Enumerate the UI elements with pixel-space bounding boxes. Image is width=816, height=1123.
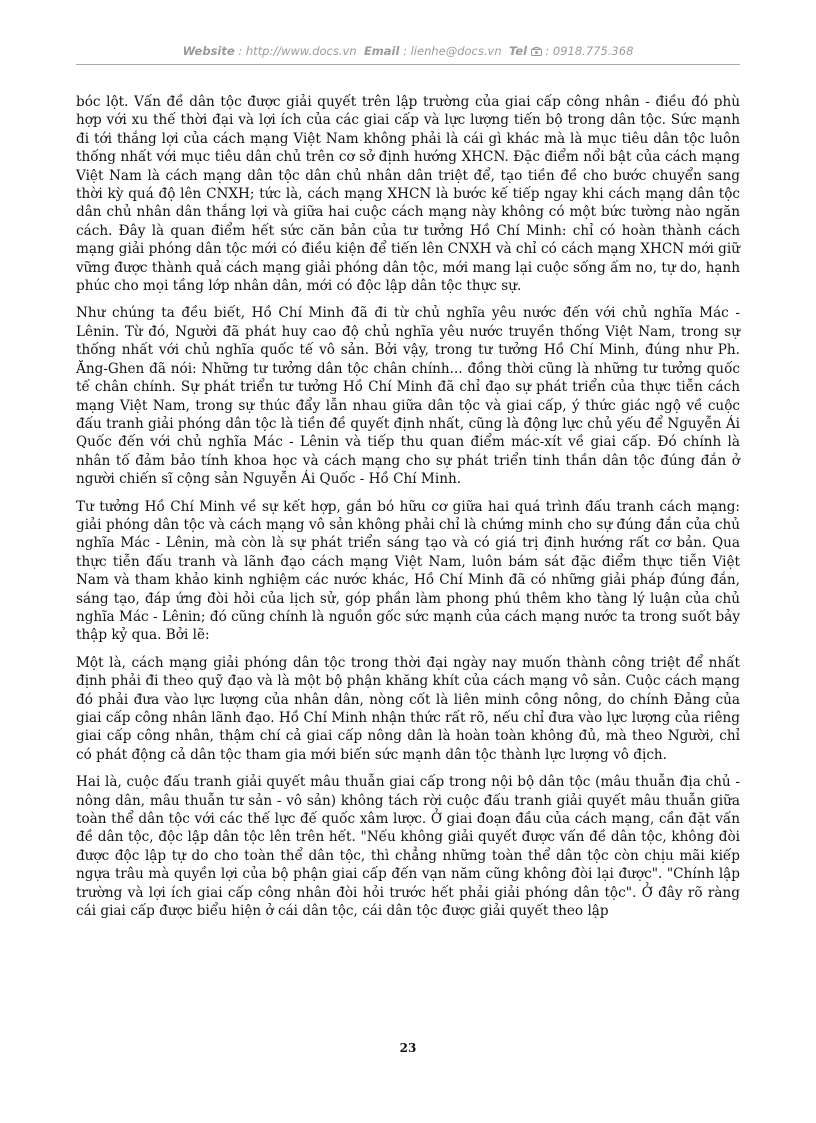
paragraph: Một là, cách mạng giải phóng dân tộc trong thời đại ngày nay muốn thành công triệt để nhất định phải đi theo quỹ đạo và là một bộ phận khăng khít của cách mạng vô sản. Cuộc cách mạng đó phải đưa vào lực lượng của nhân dân, nòng cốt là liên minh công nông, do chính Đảng của giai cấp công nhân lãnh đạo. Hồ Chí Minh nhận thức rất rõ, nếu chỉ đưa vào lực lượng của riêng giai cấp công nhân, thậm chí cả giai cấp nông dân là hoàn toàn không đủ, mà theo Người, chỉ có phát động cả dân tộc tham gia mới biến sức mạnh dân tộc thành lực lượng vô địch. <box>76 654 740 763</box>
paragraph: bóc lột. Vấn đề dân tộc được giải quyết trên lập trường của giai cấp công nhân - điều đó phù hợp với xu thế thời đại và lợi ích của các giai cấp và lực lượng tiến bộ trong dân tộc. Sức mạnh đi tới thắng lợi của cách mạng Việt Nam không phải là cái gì khác mà là mục tiêu dân tộc luôn thống nhất với mục tiêu dân chủ trên cơ sở định hướng XHCN. Đặc điểm nổi bật của cách mạng Việt Nam là cách mạng dân tộc dân chủ nhân dân triệt để, tạo tiền đề cho bước chuyển sang thời kỳ quá độ lên CNXH; tức là, cách mạng XHCN là bước kế tiếp ngay khi cách mạng dân tộc dân chủ nhân dân thắng lợi và giữa hai cuộc cách mạng này không có một bức tường nào ngăn cách. Đây là quan điểm hết sức căn bản của tư tưởng Hồ Chí Minh: chỉ có hoàn thành cách mạng giải phóng dân tộc mới có điều kiện để tiến lên CNXH và chỉ có cách mạng XHCN mới giữ vững được thành quả cách mạng giải phóng dân tộc, mới mang lại cuộc sống ấm no, tự do, hạnh phúc cho mọi tầng lớp nhân dân, mới có độc lập dân tộc thực sự. <box>76 94 740 295</box>
telephone-icon <box>531 44 542 58</box>
page-header <box>76 44 740 58</box>
website-label: Website <box>182 44 235 58</box>
tel-value: : 0918.775.368 <box>545 44 634 58</box>
paragraph: Hai là, cuộc đấu tranh giải quyết mâu thuẫn giai cấp trong nội bộ dân tộc (mâu thuẫn địa chủ - nông dân, mâu thuẫn tư sản - vô sản) không tách rời cuộc đấu tranh giải quyết mâu thuẫn giữa toàn thể dân tộc với các thế lực đế quốc xâm lược. Ở giai đoạn đầu của cách mạng, cần đặt vấn đề dân tộc, độc lập dân tộc lên trên hết. "Nếu không giải quyết được vấn đề dân tộc, không đòi được độc lập tự do cho toàn thể dân tộc, thì chẳng những toàn thể dân tộc còn chịu mãi kiếp ngựa trâu mà quyền lợi của bộ phận giai cấp đến vạn năm cũng không đòi lại được". "Chính lập trường và lợi ích giai cấp công nhân đòi hỏi trước hết phải giải phóng dân tộc". Ở đây rõ ràng cái giai cấp được biểu hiện ở cái dân tộc, cái dân tộc được giải quyết theo lập <box>76 774 740 920</box>
header-divider <box>76 64 740 65</box>
document-body <box>76 93 740 929</box>
website-value: : http://www.docs.vn <box>238 44 357 58</box>
email-value: : lienhe@docs.vn <box>403 44 502 58</box>
tel-label: Tel <box>508 44 528 58</box>
paragraph: Như chúng ta đều biết, Hồ Chí Minh đã đi từ chủ nghĩa yêu nước đến với chủ nghĩa Mác - Lênin. Từ đó, Người đã phát huy cao độ chủ nghĩa yêu nước truyền thống Việt Nam, trong sự thống nhất với chủ nghĩa quốc tế vô sản. Bởi vậy, trong tư tưởng Hồ Chí Minh, đúng như Ph. Ăng-Ghen đã nói: Những tư tưởng dân tộc chân chính... đồng thời cũng là những tư tưởng quốc tế chân chính. Sự phát triển tư tưởng Hồ Chí Minh đã chỉ đạo sự phát triển của thực tiễn cách mạng Việt Nam, trong sự thúc đẩy lẫn nhau giữa dân tộc và giai cấp, ý thức giác ngộ về cuộc đấu tranh giải phóng dân tộc là tiền đề quyết định nhất, cũng là động lực chủ yếu để Nguyễn Ái Quốc đến với chủ nghĩa Mác - Lênin và tiếp thu quan điểm mác-xít về giai cấp. Đó chính là nhân tố đảm bảo tính khoa học và cách mạng cho sự phát triển tinh thần dân tộc đúng đắn ở người chiến sĩ cộng sản Nguyễn Ái Quốc - Hồ Chí Minh. <box>76 305 740 488</box>
page-number: 23 <box>399 1041 417 1055</box>
email-label: Email <box>363 44 400 58</box>
paragraph: Tư tưởng Hồ Chí Minh về sự kết hợp, gắn bó hữu cơ giữa hai quá trình đấu tranh cách mạng: giải phóng dân tộc và cách mạng vô sản không phải chỉ là chứng minh cho sự đúng đắn của chủ nghĩa Mác - Lênin, mà còn là sự phát triển sáng tạo và có giá trị định hướng rất cơ bản. Qua thực tiễn đấu tranh và lãnh đạo cách mạng Việt Nam, luôn bám sát đặc điểm thực tiễn Việt Nam và tham khảo kinh nghiệm các nước khác, Hồ Chí Minh đã có những giải pháp đúng đắn, sáng tạo, đáp ứng đòi hỏi của lịch sử, góp phần làm phong phú thêm kho tàng lý luận của chủ nghĩa Mác - Lênin; đó cũng chính là nguồn gốc sức mạnh của cách mạng nước ta trong suốt bảy thập kỷ qua. Bởi lẽ: <box>76 498 740 644</box>
